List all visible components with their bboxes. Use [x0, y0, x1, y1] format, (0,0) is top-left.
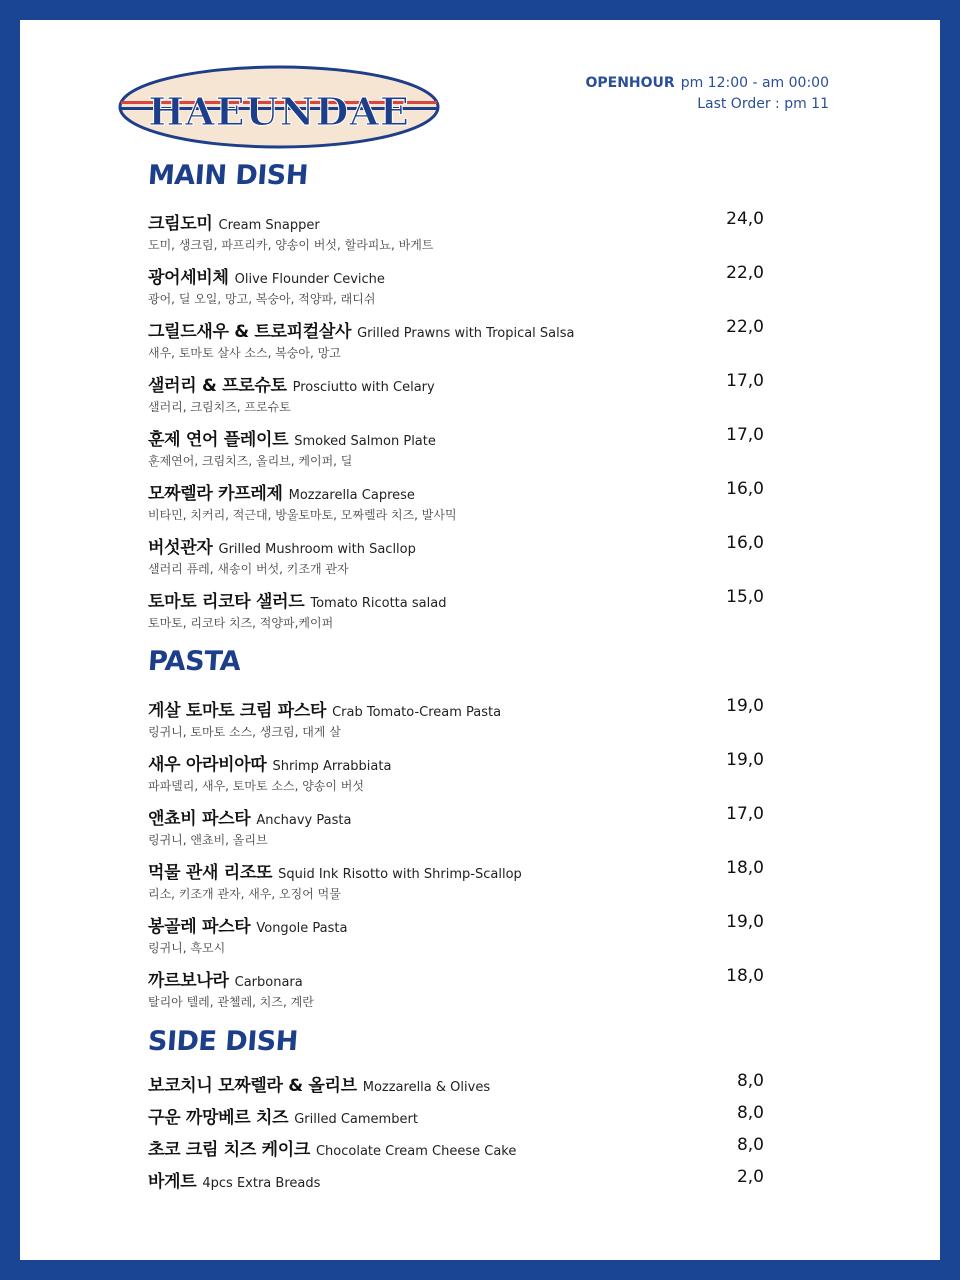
item-name-ko: 까르보나라 — [148, 971, 229, 991]
item-name-en: Carbonara — [234, 975, 303, 990]
item-price: 16,0 — [726, 533, 764, 553]
menu-item — [148, 750, 764, 794]
item-price: 8,0 — [736, 1071, 764, 1091]
item-name-en: 4pcs Extra Breads — [202, 1176, 321, 1191]
item-name-en: Cream Snapper — [218, 218, 320, 233]
item-name-ko: 초코 크림 치즈 케이크 — [148, 1140, 310, 1160]
item-price: 17,0 — [726, 425, 764, 445]
menu-item — [148, 371, 764, 415]
item-price: 17,0 — [726, 804, 764, 824]
item-name-ko: 그릴드새우 & 트로피컬살사 — [148, 322, 352, 342]
item-name-ko: 게살 토마토 크림 파스타 — [148, 701, 327, 721]
item-price: 15,0 — [726, 587, 764, 607]
item-name-en: Grilled Mushroom with Sacllop — [218, 542, 416, 557]
item-price: 24,0 — [726, 209, 764, 229]
item-name-ko: 버섯관자 — [148, 538, 213, 558]
item-price: 8,0 — [736, 1135, 764, 1155]
openhour-label: OPENHOUR — [585, 75, 675, 91]
item-name-ko: 광어세비체 — [148, 268, 229, 288]
item-name-en: Anchavy Pasta — [256, 813, 352, 828]
item-price: 16,0 — [726, 479, 764, 499]
item-name-ko: 먹물 관새 리조또 — [148, 863, 273, 883]
item-price: 18,0 — [726, 966, 764, 986]
item-name-en: Olive Flounder Ceviche — [234, 272, 385, 287]
item-name-en: Mozzarella & Olives — [362, 1080, 491, 1095]
menu-item — [148, 209, 764, 253]
openhour-value: pm 12:00 - am 00:00 — [680, 75, 829, 91]
item-description: 훈제연어, 크림치즈, 올리브, 케이퍼, 딜 — [148, 454, 353, 468]
menu-item — [148, 1167, 764, 1193]
menu-item — [148, 263, 764, 307]
menu-item — [148, 425, 764, 469]
item-price: 22,0 — [726, 317, 764, 337]
item-description: 새우, 토마토 살사 소스, 복숭아, 망고 — [148, 346, 341, 360]
item-price: 19,0 — [726, 750, 764, 770]
item-price: 8,0 — [736, 1103, 764, 1123]
item-name-ko: 봉골레 파스타 — [148, 917, 251, 937]
item-name-en: Tomato Ricotta salad — [310, 596, 447, 611]
item-price: 19,0 — [726, 912, 764, 932]
item-name-en: Squid Ink Risotto with Shrimp-Scallop — [278, 867, 522, 882]
item-description: 링귀니, 앤쵸비, 올리브 — [148, 833, 268, 847]
item-name-en: Vongole Pasta — [256, 921, 348, 936]
item-description: 샐러리 퓨레, 새송이 버섯, 키조개 관자 — [148, 562, 349, 576]
item-name-ko: 새우 아라비아따 — [148, 755, 267, 775]
item-description: 파파델리, 새우, 토마토 소스, 양송이 버섯 — [148, 779, 364, 793]
section-title-side-dish: SIDE DISH — [146, 1026, 299, 1057]
menu-item — [148, 696, 764, 740]
item-name-en: Prosciutto with Celary — [292, 380, 435, 395]
item-name-ko: 샐러리 & 프로슈토 — [148, 376, 287, 396]
item-name-en: Grilled Camembert — [294, 1112, 418, 1127]
menu-item — [148, 858, 764, 902]
menu-item — [148, 587, 764, 631]
item-name-ko: 토마토 리코타 샐러드 — [148, 592, 305, 612]
item-description: 샐러리, 크림치즈, 프로슈토 — [148, 400, 291, 414]
menu-item — [148, 317, 764, 361]
item-description: 링귀니, 흑모시 — [148, 941, 226, 955]
menu-item — [148, 479, 764, 523]
item-description: 광어, 딜 오일, 망고, 복숭아, 적양파, 래디쉬 — [148, 292, 376, 306]
menu-item — [148, 804, 764, 848]
item-name-en: Crab Tomato-Cream Pasta — [332, 705, 502, 720]
item-name-en: Mozzarella Caprese — [288, 488, 415, 503]
item-name-en: Shrimp Arrabbiata — [272, 759, 392, 774]
last-order: Last Order : pm 11 — [697, 96, 829, 112]
item-name-ko: 훈제 연어 플레이트 — [148, 430, 289, 450]
item-name-ko: 보코치니 모짜렐라 & 올리브 — [148, 1076, 357, 1096]
item-description: 탈리아 텔레, 관첼레, 치즈, 계란 — [148, 995, 314, 1009]
haeundae-logo — [118, 65, 440, 149]
item-price: 17,0 — [726, 371, 764, 391]
menu-item — [148, 912, 764, 956]
item-description: 링귀니, 토마토 소스, 생크림, 대게 살 — [148, 725, 341, 739]
item-name-ko: 앤쵸비 파스타 — [148, 809, 251, 829]
item-name-ko: 구운 까망베르 치즈 — [148, 1108, 289, 1128]
item-price: 22,0 — [726, 263, 764, 283]
item-name-ko: 모짜렐라 카프레제 — [148, 484, 283, 504]
item-price: 18,0 — [726, 858, 764, 878]
opening-hours — [585, 73, 829, 115]
item-price: 2,0 — [736, 1167, 764, 1187]
item-name-ko: 크림도미 — [148, 214, 213, 234]
item-description: 도미, 생크림, 파프리카, 양송이 버섯, 할라피뇨, 바게트 — [148, 238, 434, 252]
menu-item — [148, 1103, 764, 1129]
menu-page — [20, 20, 940, 1260]
item-description: 토마토, 리코타 치즈, 적양파,케이퍼 — [148, 616, 334, 630]
item-name-en: Smoked Salmon Plate — [294, 434, 436, 449]
menu-item — [148, 1071, 764, 1097]
logo-text: HAEUNDAE — [148, 89, 410, 134]
menu-item — [148, 533, 764, 577]
section-title-main-dish: MAIN DISH — [146, 160, 309, 191]
item-description: 리소, 키조개 관자, 새우, 오징어 먹물 — [148, 887, 341, 901]
item-name-en: Chocolate Cream Cheese Cake — [315, 1144, 517, 1159]
item-name-ko: 바게트 — [148, 1172, 197, 1192]
item-name-en: Grilled Prawns with Tropical Salsa — [357, 326, 575, 341]
item-price: 19,0 — [726, 696, 764, 716]
item-description: 비타민, 치커리, 적근대, 방울토마토, 모짜렐라 치즈, 발사믹 — [148, 508, 457, 522]
menu-item — [148, 1135, 764, 1161]
menu-item — [148, 966, 764, 1010]
section-title-pasta: PASTA — [146, 646, 242, 677]
